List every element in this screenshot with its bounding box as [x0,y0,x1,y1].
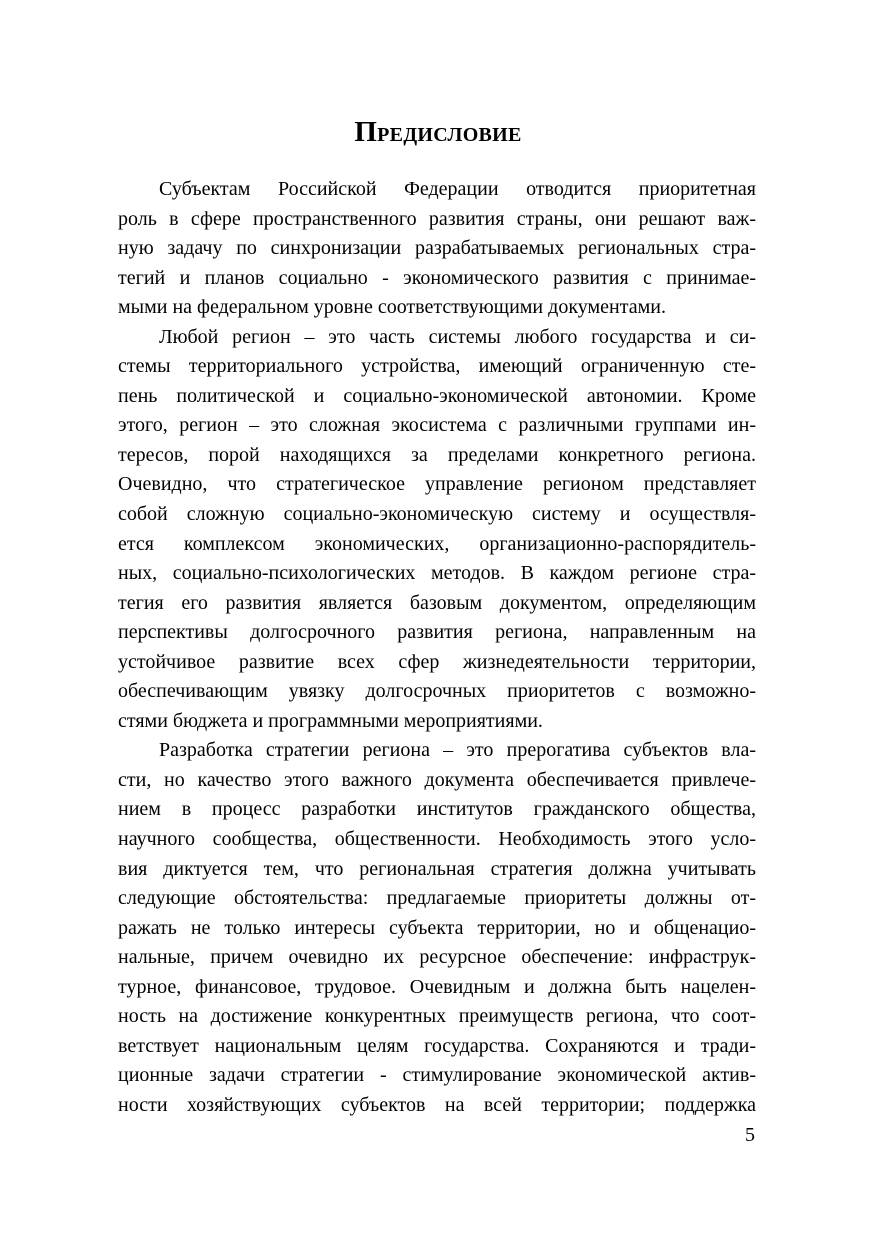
text-line: ных, социально-психологических методов. В каждом регионе стра- [118,562,756,585]
paragraph [118,323,756,737]
text-line: вия диктуется тем, что региональная стратегия должна учитывать [118,857,756,880]
text-line: Разработка стратегии региона – это прерогатива субъектов вла- [159,739,756,762]
text-line: перспективы долгосрочного развития региона, направленным на [118,621,756,644]
text-line: сти, но качество этого важного документа обеспечивается привлече- [118,768,756,791]
text-line: нием в процесс разработки институтов гражданского общества, [118,798,756,821]
text-line: мыми на федеральном уровне соответствующими документами. [118,296,666,319]
text-line: научного сообщества, общественности. Необходимость этого усло- [118,828,756,851]
text-line: этого, регион – это сложная экосистема с различными группами ин- [118,414,756,437]
text-line: следующие обстоятельства: предлагаемые приоритеты должны от- [118,887,756,910]
text-line: ется комплексом экономических, организационно-распорядитель- [118,532,756,555]
body-text [118,175,756,1121]
text-line: ветствует национальным целям государства. Сохраняются и тради- [118,1034,756,1057]
text-line: роль в сфере пространственного развития страны, они решают важ- [118,207,756,230]
text-line: стемы территориального устройства, имеющий ограниченную сте- [118,355,756,378]
text-line: Очевидно, что стратегическое управление регионом представляет [118,473,756,496]
text-line: ную задачу по синхронизации разрабатываемых региональных стра- [118,237,756,260]
page-title: Предисловие [354,116,522,148]
text-line: Любой регион – это часть системы любого государства и си- [159,325,756,348]
text-line: ционные задачи стратегии - стимулирование экономической актив- [118,1064,756,1087]
paragraph [118,736,756,1120]
text-line: турное, финансовое, трудовое. Очевидным и должна быть нацелен- [118,975,756,998]
text-line: тегий и планов социально - экономического развития с принимае- [118,266,756,289]
paragraph [118,175,756,323]
text-line: ность на достижение конкурентных преимуществ региона, что соот- [118,1005,756,1028]
text-line: нальные, причем очевидно их ресурсное обеспечение: инфраструк- [118,946,756,969]
text-line: ности хозяйствующих субъектов на всей территории; поддержка [118,1093,756,1116]
text-line: стями бюджета и программными мероприятиями. [118,709,543,732]
text-line: Субъектам Российской Федерации отводится приоритетная [159,178,756,200]
text-line: обеспечивающим увязку долгосрочных приоритетов с возможно- [118,680,756,703]
page-number: 5 [745,1124,755,1146]
text-line: устойчивое развитие всех сфер жизнедеятельности территории, [118,650,756,673]
text-line: собой сложную социально-экономическую систему и осуществля- [118,503,756,526]
text-line: тегия его развития является базовым документом, определяющим [118,591,756,614]
text-line: пень политической и социально-экономической автономии. Кроме [118,384,756,407]
text-line: тересов, порой находящихся за пределами конкретного региона. [118,443,756,466]
text-line: ражать не только интересы субъекта территории, но и общенацио- [118,916,756,939]
